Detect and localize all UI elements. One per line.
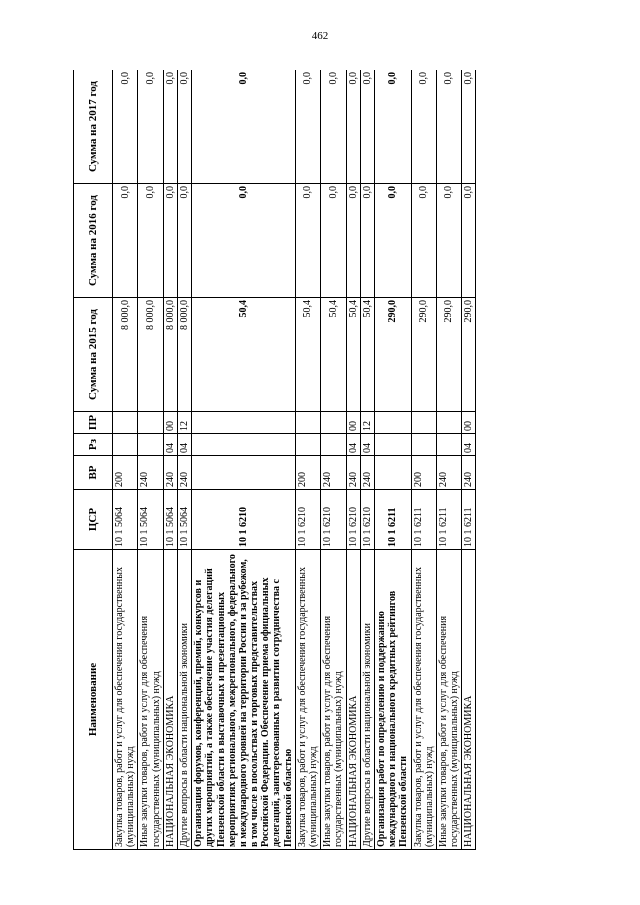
table-row [374,70,411,850]
cell-csr: 10 1 6210 [346,490,360,550]
cell-vr: 240 [436,456,461,490]
cell-sum-2016: 0,0 [177,184,191,298]
cell-sum-2015: 8 000,0 [113,298,138,412]
cell-sum-2015: 290,0 [436,298,461,412]
cell-sum-2016: 0,0 [346,184,360,298]
rotated-table-content [73,70,563,850]
cell-rz: 04 [346,434,360,456]
rotated-table-wrapper [73,70,563,850]
cell-sum-2017: 0,0 [374,70,411,184]
cell-sum-2015: 8 000,0 [138,298,163,412]
header-rz: Рз [74,434,113,456]
header-sum-2015: Сумма на 2015 год [74,298,113,412]
cell-name: НАЦИОНАЛЬНАЯ ЭКОНОМИКА [163,550,177,850]
table-body [113,70,476,850]
table-row [411,70,436,850]
cell-pr: 12 [360,412,374,434]
cell-csr: 10 1 5064 [138,490,163,550]
cell-sum-2017: 0,0 [163,70,177,184]
cell-vr: 240 [360,456,374,490]
cell-csr: 10 1 6210 [321,490,346,550]
table-row [360,70,374,850]
cell-name: Организация работ по определению и поддержанию международного и национального кредитных рейтингов Пензенской области [374,550,411,850]
cell-name: НАЦИОНАЛЬНАЯ ЭКОНОМИКА [346,550,360,850]
cell-pr [138,412,163,434]
cell-sum-2017: 0,0 [192,70,296,184]
cell-sum-2015: 290,0 [411,298,436,412]
table-row [163,70,177,850]
header-name: Наименование [74,550,113,850]
cell-rz [113,434,138,456]
table-row [436,70,461,850]
cell-vr: 200 [295,456,320,490]
header-vr: ВР [74,456,113,490]
cell-csr: 10 1 6211 [436,490,461,550]
cell-pr [436,412,461,434]
cell-sum-2017: 0,0 [177,70,191,184]
cell-sum-2015: 50,4 [360,298,374,412]
table-row [295,70,320,850]
cell-sum-2017: 0,0 [321,70,346,184]
cell-rz [138,434,163,456]
cell-name: Закупка товаров, работ и услуг для обеспечения государственных (муниципальных) нужд [113,550,138,850]
cell-vr: 240 [462,456,476,490]
cell-sum-2015: 290,0 [374,298,411,412]
cell-pr: 00 [462,412,476,434]
cell-sum-2016: 0,0 [192,184,296,298]
cell-pr: 00 [346,412,360,434]
cell-pr [113,412,138,434]
cell-csr: 10 1 5064 [163,490,177,550]
cell-vr: 200 [411,456,436,490]
cell-name: Закупка товаров, работ и услуг для обеспечения государственных (муниципальных) нужд [295,550,320,850]
cell-csr: 10 1 6211 [411,490,436,550]
cell-pr [295,412,320,434]
cell-sum-2017: 0,0 [411,70,436,184]
header-sum-2016: Сумма на 2016 год [74,184,113,298]
cell-rz: 04 [360,434,374,456]
cell-pr [374,412,411,434]
table-row [321,70,346,850]
cell-name: Закупка товаров, работ и услуг для обеспечения государственных (муниципальных) нужд [411,550,436,850]
cell-vr: 200 [113,456,138,490]
cell-pr [192,412,296,434]
cell-sum-2016: 0,0 [321,184,346,298]
cell-vr: 240 [346,456,360,490]
cell-sum-2015: 50,4 [192,298,296,412]
cell-name: Другие вопросы в области национальной экономики [177,550,191,850]
cell-sum-2016: 0,0 [138,184,163,298]
cell-rz [411,434,436,456]
cell-vr [374,456,411,490]
cell-sum-2016: 0,0 [360,184,374,298]
cell-sum-2017: 0,0 [462,70,476,184]
cell-rz [436,434,461,456]
cell-csr: 10 1 6211 [374,490,411,550]
cell-sum-2015: 290,0 [462,298,476,412]
cell-sum-2015: 8 000,0 [163,298,177,412]
cell-vr [192,456,296,490]
cell-pr: 00 [163,412,177,434]
table-row [346,70,360,850]
header-sum-2017: Сумма на 2017 год [74,70,113,184]
table-row [177,70,191,850]
cell-pr [411,412,436,434]
cell-sum-2016: 0,0 [436,184,461,298]
cell-name: Иные закупки товаров, работ и услуг для обеспечения государственных (муниципальных) нужд [436,550,461,850]
cell-vr: 240 [321,456,346,490]
cell-vr: 240 [163,456,177,490]
cell-csr: 10 1 6210 [360,490,374,550]
cell-sum-2015: 50,4 [321,298,346,412]
table-row [192,70,296,850]
table-row [113,70,138,850]
cell-csr: 10 1 5064 [113,490,138,550]
cell-sum-2017: 0,0 [436,70,461,184]
cell-rz [374,434,411,456]
cell-pr [321,412,346,434]
cell-sum-2016: 0,0 [113,184,138,298]
cell-sum-2015: 8 000,0 [177,298,191,412]
cell-csr: 10 1 6211 [462,490,476,550]
cell-sum-2016: 0,0 [462,184,476,298]
cell-csr: 10 1 5064 [177,490,191,550]
budget-table [73,70,476,850]
cell-sum-2016: 0,0 [163,184,177,298]
cell-sum-2017: 0,0 [113,70,138,184]
cell-rz: 04 [177,434,191,456]
cell-rz [192,434,296,456]
cell-sum-2016: 0,0 [411,184,436,298]
table-row [462,70,476,850]
cell-vr: 240 [177,456,191,490]
cell-sum-2015: 50,4 [346,298,360,412]
cell-pr: 12 [177,412,191,434]
table-row [138,70,163,850]
cell-csr: 10 1 6210 [295,490,320,550]
cell-rz [295,434,320,456]
cell-vr: 240 [138,456,163,490]
cell-csr: 10 1 6210 [192,490,296,550]
cell-sum-2016: 0,0 [295,184,320,298]
cell-sum-2017: 0,0 [360,70,374,184]
header-csr: ЦСР [74,490,113,550]
cell-rz: 04 [163,434,177,456]
cell-sum-2017: 0,0 [346,70,360,184]
cell-name: Другие вопросы в области национальной экономики [360,550,374,850]
cell-rz: 04 [462,434,476,456]
header-row [74,70,113,850]
cell-sum-2015: 50,4 [295,298,320,412]
cell-name: Организация форумов, конференций, премий, конкурсов и других мероприятий, а также обеспечение участия делегаций Пензенской области в выставочных и презентационных мероприятиях регионального, межрегионального, федерального и международного уровней на территории России и за рубежом, в том числе в посольствах и торговых представительствах Российской Федерации. Обеспечение приема официальных делегаций, заинтересованных в развитии сотрудничества с Пензенской областью [192,550,296,850]
cell-rz [321,434,346,456]
cell-name: Иные закупки товаров, работ и услуг для обеспечения государственных (муниципальных) нужд [321,550,346,850]
cell-name: Иные закупки товаров, работ и услуг для обеспечения государственных (муниципальных) нужд [138,550,163,850]
header-pr: ПР [74,412,113,434]
cell-sum-2017: 0,0 [295,70,320,184]
cell-name: НАЦИОНАЛЬНАЯ ЭКОНОМИКА [462,550,476,850]
cell-sum-2017: 0,0 [138,70,163,184]
page-number: 462 [311,30,329,42]
cell-sum-2016: 0,0 [374,184,411,298]
